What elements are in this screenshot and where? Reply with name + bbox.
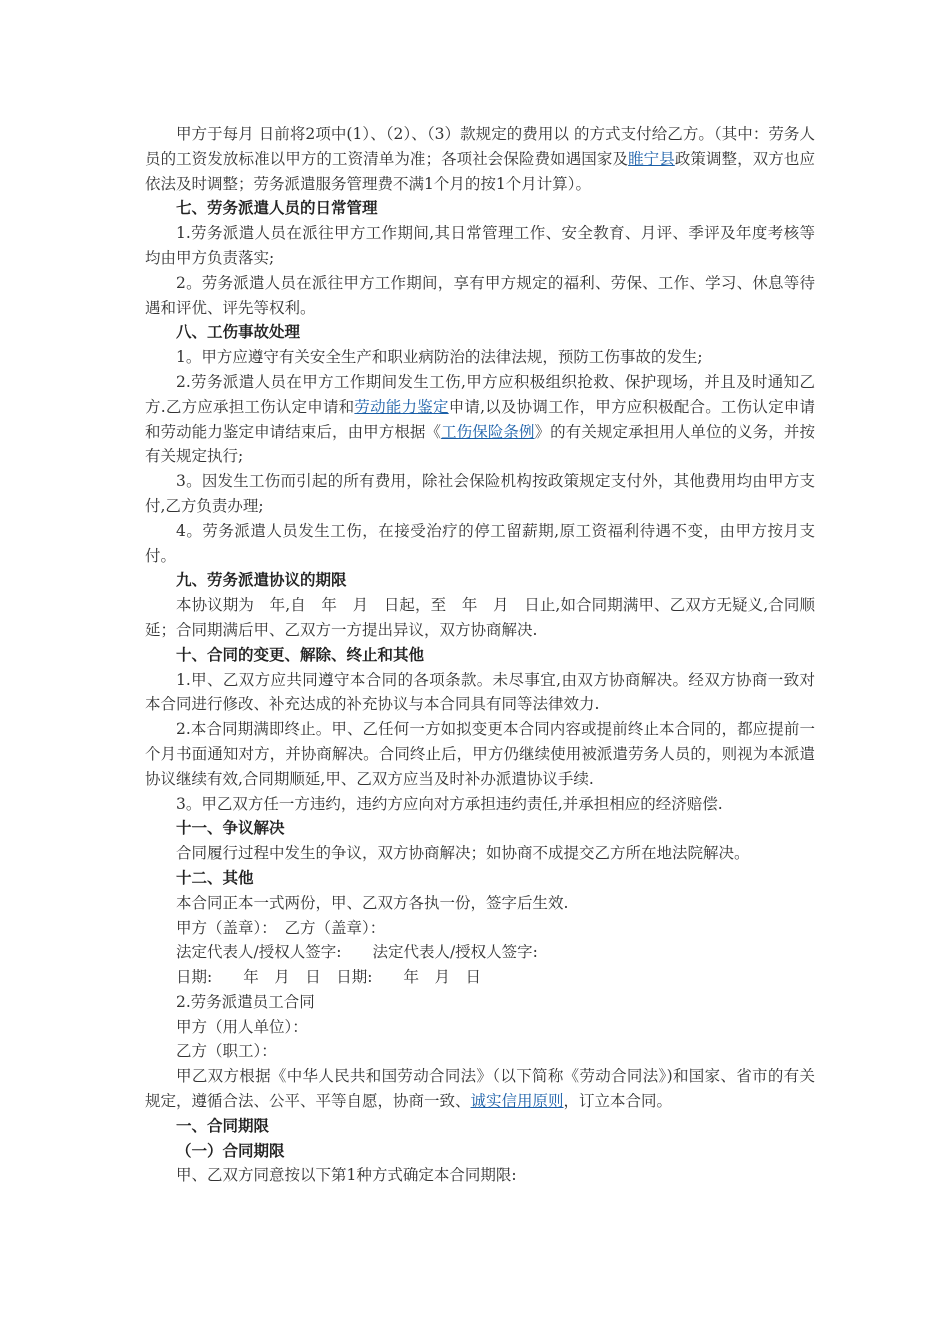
text-run: 甲、乙双方同意按以下第1种方式确定本合同期限: — [176, 1166, 517, 1185]
paragraph — [145, 792, 815, 817]
paragraph — [145, 593, 815, 643]
text-run: 合同履行过程中发生的争议，双方协商解决；如协商不成提交乙方所在地法院解决。 — [176, 844, 750, 863]
paragraph — [145, 122, 815, 196]
paragraph — [145, 841, 815, 866]
paragraph — [145, 519, 815, 569]
text-run: 一、合同期限 — [176, 1116, 270, 1135]
section-heading — [145, 816, 815, 841]
text-run: 甲方于每月 日前将2项中(1）、（2）、（3）款规定的费用以 的方式支付给乙方。（其中：劳务人员的工资发放标准以甲方的工资清单为准；各项社会保险费如遇国家及 — [145, 125, 815, 168]
text-run: 日期: 年 月 日 日期: 年 月 日 — [176, 968, 481, 987]
text-run: 甲乙双方根据《中华人民共和国劳动合同法》（以下简称《劳动合同法》)和国家、省市的有关规定，遵循合法、公平、平等自愿，协商一致、 — [145, 1067, 815, 1111]
paragraph — [145, 990, 815, 1015]
inline-link[interactable]: 睢宁县 — [628, 149, 675, 168]
text-run: 乙方（职工）： — [176, 1042, 277, 1061]
document-body — [145, 122, 815, 1188]
text-run: 2.劳务派遣员工合同 — [176, 992, 315, 1011]
text-run: 甲方（盖章）： 乙方（盖章）： — [176, 918, 386, 937]
text-run: 八、工伤事故处理 — [176, 323, 301, 342]
text-run: 法定代表人/授权人签字: 法定代表人/授权人签字: — [176, 943, 538, 962]
text-run: 十、合同的变更、解除、终止和其他 — [176, 645, 425, 664]
paragraph — [145, 221, 815, 271]
text-run: 2.劳务派遣人员在甲方工作期间发生工伤,甲方应积极组织抢救、保护现场，并且及时通知乙方.乙方应承担工伤认定申请和 — [145, 372, 815, 416]
text-run: ，订立本合同。 — [563, 1092, 673, 1111]
section-heading — [145, 1114, 815, 1139]
text-run: 1。甲方应遵守有关安全生产和职业病防治的法律法规，预防工伤事故的发生; — [176, 348, 703, 367]
text-run: 2.本合同期满即终止。甲、乙任何一方如拟变更本合同内容或提前终止本合同的，都应提前一个月书面通知对方，并协商解决。合同终止后，甲方仍继续使用被派遣劳务人员的，则视为本派遣协议继续有效,合同期顺延,甲、乙双方应当及时补办派遣协议手续. — [145, 720, 815, 788]
paragraph — [145, 940, 815, 965]
text-run: 甲方（用人单位）： — [176, 1017, 308, 1036]
paragraph — [145, 668, 815, 718]
paragraph — [145, 345, 815, 370]
inline-link[interactable]: 工伤保险条例 — [441, 422, 535, 441]
text-run: 本协议期为 年,自 年 月 日起，至 年 月 日止,如合同期满甲、乙双方无疑义,合同顺延；合同期满后甲、乙双方一方提出异议，双方协商解决. — [145, 596, 815, 639]
text-run: 1.劳务派遣人员在派往甲方工作期间,其日常管理工作、安全教育、月评、季评及年度考核等均由甲方负责落实; — [145, 224, 815, 267]
text-run: 十二、其他 — [176, 868, 254, 887]
paragraph — [145, 370, 815, 469]
inline-link[interactable]: 诚实信用原则 — [470, 1092, 564, 1111]
text-run: 》的有关规定承担用人单位的义务，并按有关规定执行; — [145, 422, 815, 466]
paragraph — [145, 916, 815, 941]
text-run: 申请,以及协调工作，甲方应积极配合。工伤认定申请和劳动能力鉴定申请结束后，由甲方根据《 — [145, 397, 815, 441]
section-heading — [145, 568, 815, 593]
section-heading — [145, 1139, 815, 1164]
paragraph — [145, 717, 815, 791]
paragraph — [145, 1163, 815, 1188]
text-run: 七、劳务派遣人员的日常管理 — [176, 199, 378, 218]
section-heading — [145, 866, 815, 891]
paragraph — [145, 469, 815, 519]
text-run: 3。因发生工伤而引起的所有费用，除社会保险机构按政策规定支付外，其他费用均由甲方支付,乙方负责办理; — [145, 472, 815, 515]
text-run: 2。劳务派遣人员在派往甲方工作期间，享有甲方规定的福利、劳保、工作、学习、休息等待遇和评优、评先等权利。 — [145, 273, 815, 317]
paragraph — [145, 891, 815, 916]
text-run: 本合同正本一式两份，甲、乙双方各执一份，签字后生效. — [176, 893, 569, 912]
paragraph — [145, 965, 815, 990]
paragraph — [145, 1015, 815, 1040]
text-run: 十一、争议解决 — [176, 819, 285, 838]
text-run: 1.甲、乙双方应共同遵守本合同的各项条款。未尽事宜,由双方协商解决。经双方协商一致对本合同进行修改、补充达成的补充协议与本合同具有同等法律效力. — [145, 670, 815, 714]
paragraph — [145, 1039, 815, 1064]
section-heading — [145, 643, 815, 668]
paragraph — [145, 271, 815, 321]
section-heading — [145, 196, 815, 221]
inline-link[interactable]: 劳动能力鉴定 — [354, 397, 449, 416]
paragraph — [145, 1064, 815, 1114]
section-heading — [145, 320, 815, 345]
text-run: （一）合同期限 — [176, 1141, 285, 1160]
text-run: 政策调整，双方也应依法及时调整；劳务派遣服务管理费不满1个月的按1个月计算）。 — [145, 149, 815, 193]
text-run: 4。劳务派遣人员发生工伤，在接受治疗的停工留薪期,原工资福利待遇不变，由甲方按月支付。 — [145, 521, 815, 565]
text-run: 3。甲乙双方任一方违约，违约方应向对方承担违约责任,并承担相应的经济赔偿. — [176, 794, 723, 813]
text-run: 九、劳务派遣协议的期限 — [176, 571, 347, 590]
